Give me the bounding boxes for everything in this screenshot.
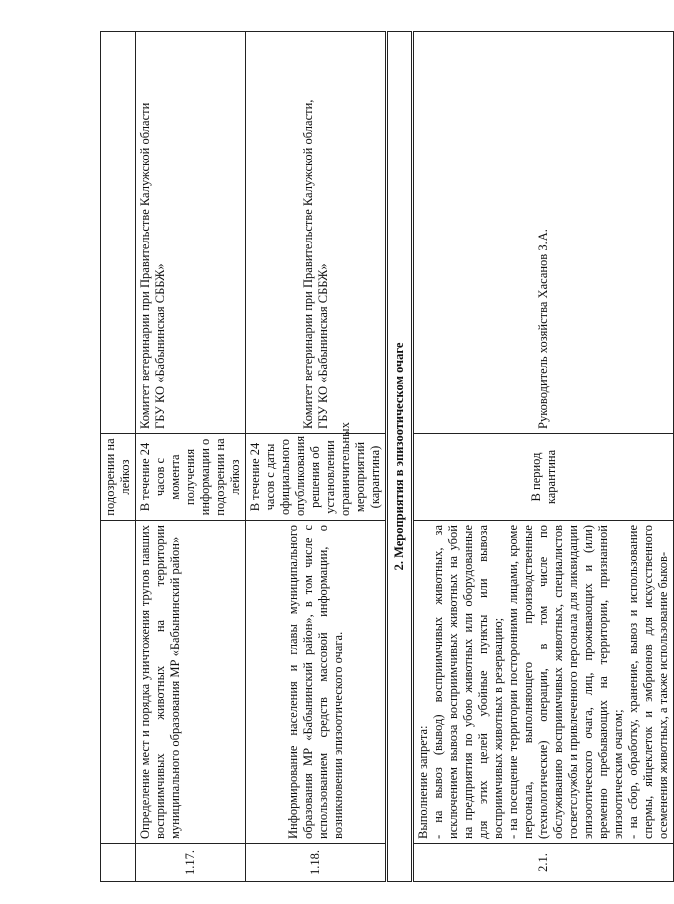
table-row: [413, 32, 674, 882]
measure-responsible: [246, 32, 387, 434]
responsible-line: ГБУ КО «Бабынинская СББЖ»: [315, 263, 330, 429]
measure-responsible: [101, 32, 136, 434]
measures-table: [100, 31, 674, 882]
row-number: 1.17.: [136, 844, 246, 882]
measure-line: - на сбор, обработку, хранение, вывоз и использование спермы, яйцеклеток и эмбрионов для искусственного осеменения животных, а также использование быков-: [626, 525, 670, 839]
measure-responsible: [136, 32, 246, 434]
responsible-line: ГБУ КО «Бабынинская СББЖ»: [153, 263, 167, 429]
measure-text: Информирование населения и главы муниципального образования МР «Бабынинский район», в том числе с использованием средств массовой информации, о возникновении эпизоотического очага.: [246, 521, 387, 844]
section-header-row: [387, 32, 413, 882]
responsible-line: Комитет ветеринарии при Правительстве Калужской области,: [300, 99, 315, 429]
measure-text: Определение мест и порядка уничтожения трупов павших восприимчивых животных на территории муниципального образования МР «Бабынинский район»: [136, 521, 246, 844]
measure-line: - на посещение территории посторонними лицами, кроме персонала, выполняющего производственные (технологические) операции, в том числе по обслуживанию восприимчивых животных, специалистов госветслужбы и привлеченного персонала для ликвидации эпизоотического очага, лиц, проживающих и (или) временно пребывающих на территории, признанной эпизоотическим очагом;: [506, 525, 625, 839]
responsible-line: Комитет ветеринарии при Правительстве Калужской области: [138, 102, 152, 429]
measure-line: - на вывоз (вывод) восприимчивых животных, за исключением вывоза восприимчивых животных на убой на предприятия по убою животных или оборудованные для этих целей убойные пункты или вывоза восприимчивых животных в резервацию;: [431, 525, 505, 839]
table-row: [246, 32, 387, 882]
table-row: [136, 32, 246, 882]
section-title: 2. Мероприятия в эпизоотическом очаге: [387, 32, 413, 882]
measure-term: В течение 24 часов с даты официального опубликования решения об установлении ограничительных мероприятий (карантина): [246, 434, 387, 521]
measure-term: В течение 24 часов с момента получения информации о подозрении на лейкоз: [136, 434, 246, 521]
row-number: [101, 844, 136, 882]
table-row: [101, 32, 136, 882]
row-number: 2.1.: [413, 844, 674, 882]
measure-line: Выполнение запрета:: [416, 725, 430, 839]
measure-responsible: Руководитель хозяйства Хасанов З.А.: [413, 32, 674, 434]
row-number: 1.18.: [246, 844, 387, 882]
measure-term: подозрении на лейкоз: [101, 434, 136, 521]
measure-text: [413, 521, 674, 844]
measure-text: [101, 521, 136, 844]
measure-term: В период карантина: [413, 434, 674, 521]
